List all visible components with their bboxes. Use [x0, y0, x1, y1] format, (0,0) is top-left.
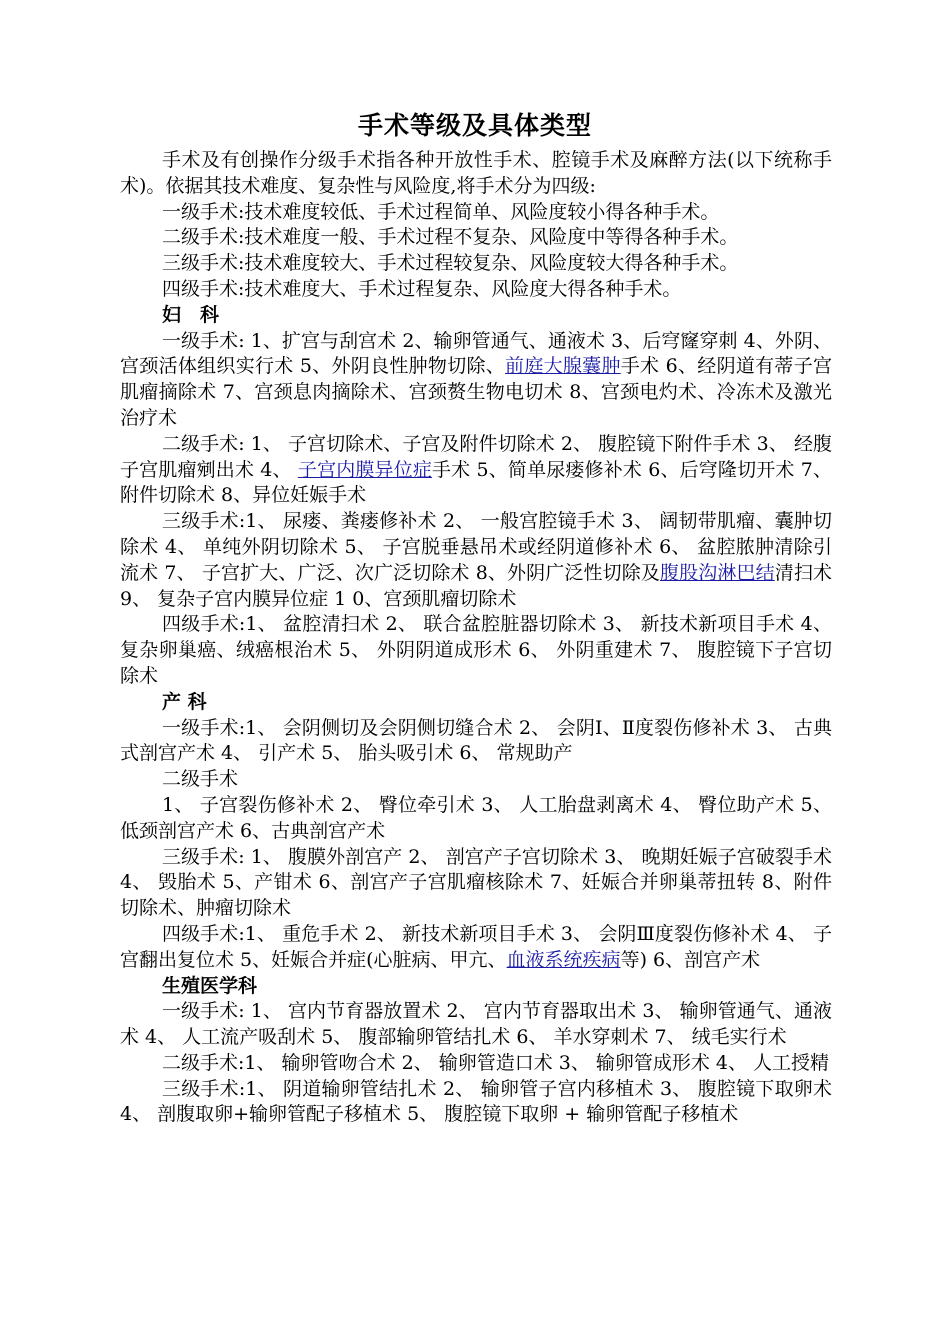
- gynecology-level2-text-b: 手术 5、简单尿瘘修补术 6、后穹隆切开术 7、附件切除术 8、异位妊娠手术: [120, 458, 833, 507]
- obstetrics-level4-text-b: 等) 6、剖宫产术: [620, 948, 761, 971]
- gynecology-level2: [120, 432, 832, 509]
- document-title: 手术等级及具体类型: [357, 111, 592, 140]
- gynecology-level1: [120, 329, 832, 432]
- document-body: [120, 148, 832, 1128]
- gynecology-level4: 四级手术:1、 盆腔清扫术 2、 联合盆腔脏器切除术 3、 新技术新项目手术 4、 复杂卵巢癌、绒癌根治术 5、 外阴阴道成形术 6、 外阴重建术 7、 腹腔镜下子宫切除术: [120, 613, 832, 687]
- gynecology-level2-text-a: 二级手术: 1、 子宫切除术、子宫及附件切除术 2、 腹腔镜下附件手术 3、 经腹子宫肌瘤剜出术 4、: [120, 432, 832, 481]
- section-heading-gynecology: 妇 科: [162, 303, 220, 326]
- intro-paragraph: 手术及有创操作分级手术指各种开放性手术、腔镜手术及麻醉方法(以下统称手术)。依据其技术难度、复杂性与风险度,将手术分为四级:: [120, 149, 832, 197]
- reproductive-level1: 一级手术: 1、 宫内节育器放置术 2、 宫内节育器取出术 3、 输卵管通气、通液术 4、 人工流产吸刮术 5、 腹部输卵管结扎术 6、 羊水穿刺术 7、 绒毛实行术: [120, 1000, 832, 1049]
- reproductive-level2: 二级手术:1、 输卵管吻合术 2、 输卵管造口术 3、 输卵管成形术 4、 人工授精: [162, 1051, 830, 1074]
- gynecology-level1-text-b: 手术 6、经阴道有蒂子宫肌瘤摘除术 7、宫颈息肉摘除术、宫颈赘生物电切术 8、宫颈电灼术、冷冻术及激光治疗术: [120, 355, 832, 429]
- obstetrics-level4-text-a: 四级手术:1、 重危手术 2、 新技术新项目手术 3、 会阴Ⅲ度裂伤修补术 4、 子宫翻出复位术 5、妊娠合并症(心脏病、甲亢、: [120, 922, 832, 971]
- obstetrics-level1: 一级手术:1、 会阴侧切及会阴侧切缝合术 2、 会阴Ⅰ、Ⅱ度裂伤修补术 3、 古典式剖宫产术 4、 引产术 5、 胎头吸引术 6、 常规助产: [120, 716, 832, 765]
- gynecology-level1-text-a: 一级手术: 1、扩宫与刮宫术 2、输卵管通气、通液术 3、后穹窿穿刺 4、外阴、宫颈活体组织实行术 5、外阴良性肿物切除、: [120, 329, 832, 378]
- section-heading-obstetrics: 产 科: [162, 690, 207, 713]
- section-heading-reproductive: 生殖医学科: [162, 974, 258, 997]
- obstetrics-level3: 三级手术: 1、 腹膜外剖宫产 2、 剖宫产子宫切除术 3、 晚期妊娠子宫破裂手术 4、 毁胎术 5、产钳术 6、剖宫产子宫肌瘤核除术 7、妊娠合并卵巢蒂扭转 8、附件切除术、肿瘤切除术: [120, 845, 832, 920]
- link-blood-disease[interactable]: 血液系统疾病: [506, 948, 621, 971]
- gynecology-level3-text-b: 清扫术 9、 复杂子宫内膜异位症 1 0、宫颈肌瘤切除术: [120, 561, 832, 610]
- intro-level3: 三级手术:技术难度较大、手术过程较复杂、风险度较大得各种手术。: [162, 252, 739, 275]
- obstetrics-level2-items: 1、 子宫裂伤修补术 2、 臀位牵引术 3、 人工胎盘剥离术 4、 臀位助产术 5、低颈剖宫产术 6、古典剖宫产术: [120, 793, 832, 842]
- intro-level1: 一级手术:技术难度较低、手术过程简单、风险度较小得各种手术。: [162, 200, 720, 223]
- link-bartholin-cyst[interactable]: 前庭大腺囊肿: [505, 355, 621, 378]
- obstetrics-level2-label: 二级手术: [162, 768, 239, 791]
- intro-level4: 四级手术:技术难度大、手术过程复杂、风险度大得各种手术。: [162, 277, 682, 300]
- gynecology-level3: [120, 509, 832, 612]
- intro-level2: 二级手术:技术难度一般、手术过程不复杂、风险度中等得各种手术。: [162, 226, 739, 249]
- obstetrics-level4: [120, 922, 832, 974]
- gynecology-level3-text-a: 三级手术:1、 尿瘘、粪瘘修补术 2、 一般宫腔镜手术 3、 阔韧带肌瘤、囊肿切除术 4、 单纯外阴切除术 5、 子宫脱垂悬吊术或经阴道修补术 6、 盆腔脓肿清除引流术 7、 子宫扩大、广泛、次广泛切除术 8、外阴广泛性切除及: [120, 510, 832, 584]
- link-inguinal-lymph-node[interactable]: 腹股沟淋巴结: [660, 561, 775, 584]
- reproductive-level3: 三级手术:1、 阴道输卵管结扎术 2、 输卵管子宫内移植术 3、 腹腔镜下取卵术 4、 剖腹取卵+输卵管配子移植术 5、 腹腔镜下取卵 + 输卵管配子移植术: [120, 1077, 832, 1126]
- link-endometriosis[interactable]: 子宫内膜异位症: [297, 458, 433, 481]
